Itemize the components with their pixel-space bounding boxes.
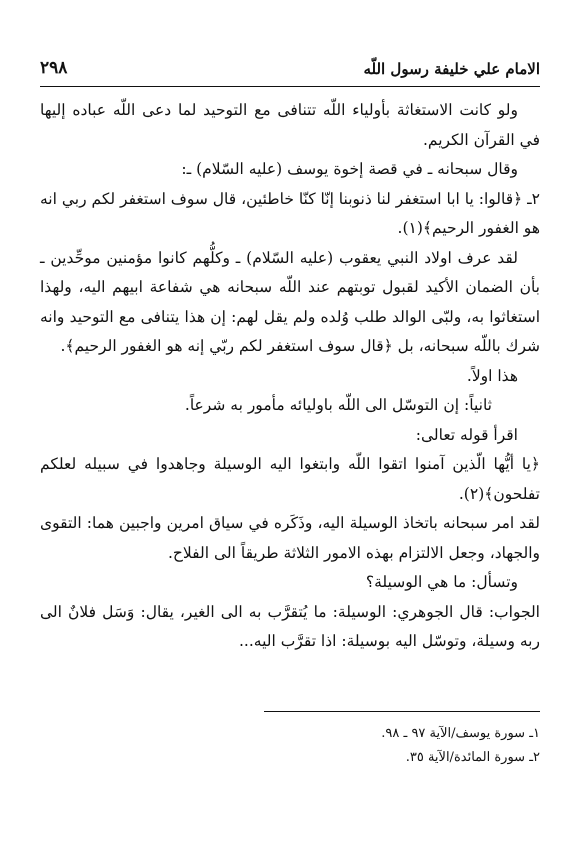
paragraph: وتسأل: ما هي الوسيلة؟ <box>365 573 518 591</box>
running-header <box>40 56 540 84</box>
footnote: ٢ـ سورة المائدة/الآية ٣٥. <box>405 750 540 765</box>
paragraph: ولو كانت الاستغاثة بأولياء اللّه تتنافى مع التوحيد لما دعى اللّه عباده إليها في القرآن الكريم. <box>40 101 540 149</box>
paragraph: لقد عرف اولاد النبي يعقوب (عليه السّلام) ـ وكلُّهم كانوا مؤمنين موحِّدين ـ بأن الضمان الأكيد لقبول توبتهم عند اللّه سبحانه هي شفاعة ابيهم اليه، ولهذا استغاثوا به، ولبّى الوالد طلب وُلده ولم يقل لهم: إن هذا يتنافى مع التوحيد وانه شرك باللّه سبحانه، بل ﴿قال سوف استغفر لكم ربّي إنه هو الغفور الرحيم﴾. <box>40 248 540 355</box>
body-text <box>40 96 540 657</box>
paragraph: الجواب: قال الجوهري: الوسيلة: ما يُتقرَّب به الى الغير، يقال: وَسَل فلانٌ الى ربه وسيلة، وتوسّل اليه بوسيلة: اذا تقرَّب اليه... <box>40 602 540 650</box>
paragraph: اقرأ قوله تعالى: <box>415 425 518 444</box>
page-number: ٢٩٨ <box>40 58 68 78</box>
footnote: ١ـ سورة يوسف/الآية ٩٧ ـ ٩٨. <box>381 726 540 741</box>
header-divider <box>40 86 540 87</box>
paragraph: هذا اولاً. <box>466 366 518 385</box>
footnote-divider <box>264 711 540 712</box>
paragraph: وقال سبحانه ـ في قصة إخوة يوسف (عليه السّلام) ـ: <box>181 160 518 178</box>
quran-verse-paragraph: ٢ـ ﴿قالوا: يا ابا استغفر لنا ذنوبنا إنّا كنّا خاطئين، قال سوف استغفر لكم ربي انه هو الغفور الرحيم﴾(١). <box>40 189 540 237</box>
quran-verse-paragraph: ﴿يا أيُّها الّذين آمنوا اتقوا اللّه وابتغوا اليه الوسيلة وجاهدوا في سبيله لعلكم تفلحون﴾(٢). <box>40 455 540 503</box>
running-title: الامام علي خليفة رسول اللّه <box>363 60 540 78</box>
paragraph: لقد امر سبحانه باتخاذ الوسيلة اليه، وذَكَره في سياق امرين واجبين هما: التقوى والجهاد، وجعل الالتزام بهذه الامور الثلاثة طريقاً الى الفلاح. <box>40 514 540 562</box>
footnotes <box>40 722 540 770</box>
paragraph: ثانياً: إن التوسّل الى اللّه باوليائه مأمور به شرعاً. <box>184 396 492 414</box>
